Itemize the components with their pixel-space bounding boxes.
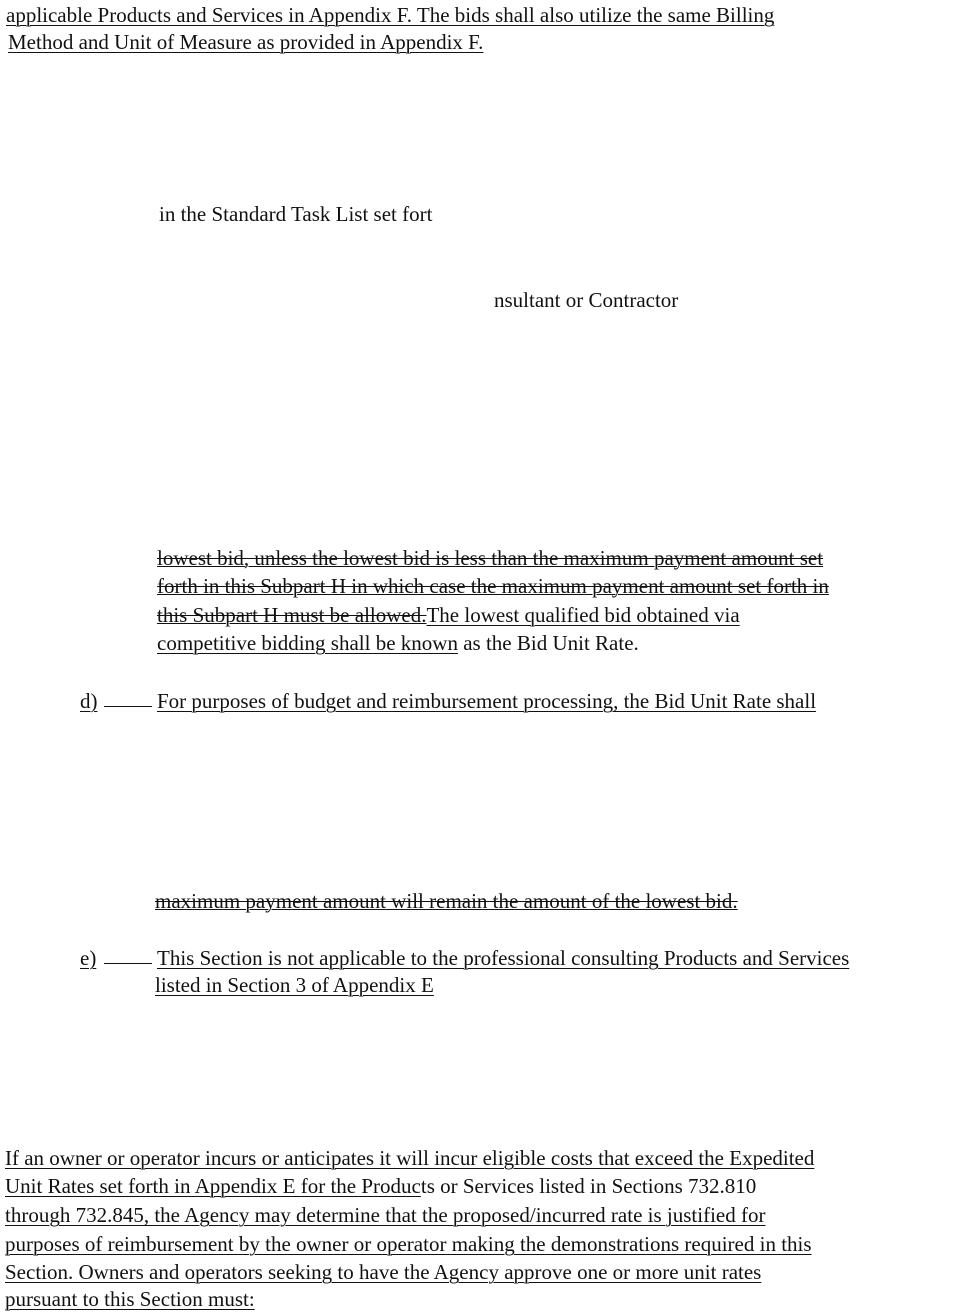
section-c-line-4-underlined: competitive bidding shall be known <box>157 631 458 655</box>
bottom-paragraph-line-2-underlined: Unit Rates set forth in Appendix E for the Produc <box>5 1174 421 1198</box>
top-paragraph-line-1: applicable Products and Services in Appendix F. The bids shall also utilize the same Billing <box>6 3 775 27</box>
section-d-label-rule <box>104 688 152 707</box>
section-c-struck-line-3: this Subpart H must be allowed. <box>157 603 427 627</box>
bottom-paragraph-line-5: Section. Owners and operators seeking to have the Agency approve one or more unit rates <box>5 1260 762 1284</box>
section-c-line-4-rest: as the Bid Unit Rate. <box>457 631 639 655</box>
bottom-paragraph-line-1: If an owner or operator incurs or anticipates it will incur eligible costs that exceed the Expedited <box>5 1146 815 1170</box>
section-e-line-2: listed in Section 3 of Appendix E <box>155 973 434 997</box>
section-e-label-rule <box>104 945 152 964</box>
standard-task-list-fragment: in the Standard Task List set fort <box>159 202 433 226</box>
section-e-label: e) <box>80 946 97 970</box>
section-d-struck-line: maximum payment amount will remain the amount of the lowest bid. <box>155 889 738 913</box>
section-c-line-3-rest: The lowest qualified bid obtained via <box>426 603 740 627</box>
section-c-line-3 <box>157 602 740 628</box>
section-c-struck-line-2: forth in this Subpart H in which case the maximum payment amount set forth in <box>157 574 829 598</box>
section-d-label: d) <box>80 689 98 713</box>
section-d-line-1: For purposes of budget and reimbursement processing, the Bid Unit Rate shall <box>157 689 817 713</box>
bottom-paragraph-line-6: pursuant to this Section must: <box>5 1287 255 1311</box>
bottom-paragraph-line-2-rest: ts or Services listed in Sections 732.810 <box>420 1174 757 1198</box>
section-c-line-4 <box>157 630 639 656</box>
bottom-paragraph-line-3: through 732.845, the Agency may determine that the proposed/incurred rate is justified for <box>5 1203 766 1227</box>
top-paragraph-line-2: Method and Unit of Measure as provided in Appendix F. <box>8 30 484 54</box>
bottom-paragraph-line-2 <box>5 1173 756 1199</box>
section-c-struck-line-1: lowest bid, unless the lowest bid is less than the maximum payment amount set <box>157 546 824 570</box>
consultant-contractor-fragment: nsultant or Contractor <box>494 288 679 312</box>
bottom-paragraph-line-4: purposes of reimbursement by the owner or operator making the demonstrations required in this <box>5 1232 812 1256</box>
section-e-line-1: This Section is not applicable to the professional consulting Products and Services <box>157 946 850 970</box>
